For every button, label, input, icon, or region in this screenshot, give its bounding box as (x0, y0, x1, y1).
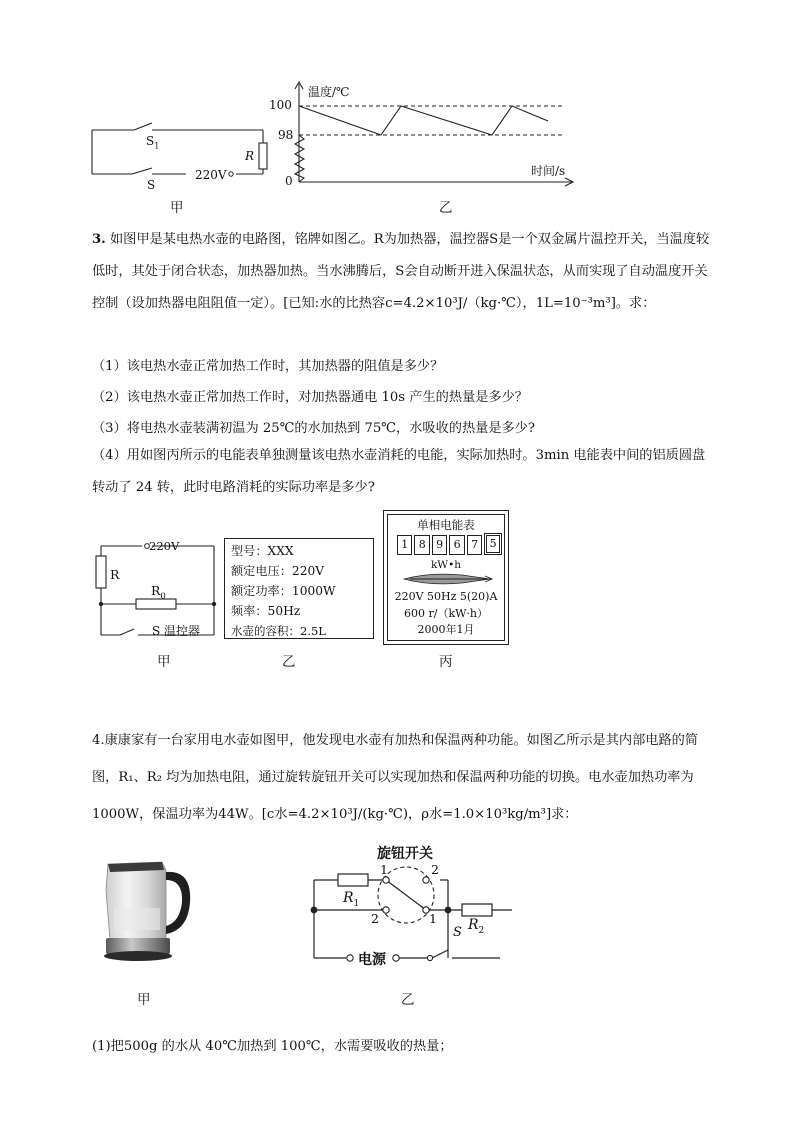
meter-spec-1: 220V 50Hz 5(20)A (394, 590, 498, 603)
graph-x-axis-label: 时间/s (531, 164, 566, 178)
nameplate-rated-power: 额定功率：1000W (231, 584, 336, 598)
q4-intro: 4.康康家有一台家用电水壶如图甲，他发现电水壶有加热和保温两种功能。如图乙所示是其内部电路的简图，R₁、R₂ 均为加热电阻，通过旋转旋钮开关可以实现加热和保温两种功能的切换。电水壶加热功率为1000W，保温功率为44W。[c水=4.2×10³J/(kg·℃)，ρ水=1.0×10³kg/m³]求： (92, 733, 699, 822)
meter-caption: 丙 (439, 654, 453, 670)
top-voltage-label: 220V (195, 168, 227, 182)
electric-kettle-image (100, 850, 200, 970)
meter-decimal-digit: 5 (486, 535, 500, 553)
knob-pos-1-bottom: 1 (429, 911, 437, 926)
meter-date: 2000年1月 (417, 623, 475, 636)
q3-switch-label: S 温控器 (152, 624, 201, 638)
meter-digit-register (397, 535, 500, 555)
q3-r0-label: $R_0$ (151, 583, 166, 602)
meter-digit: 1 (397, 535, 412, 555)
meter-spec-2: 600 r/（kW·h） (403, 607, 488, 620)
q3-sub3: （3）将电热水壶装满初温为 25℃的水加热到 75℃，水吸收的热量是多少? (92, 421, 535, 436)
q4-r1-label: $R_1$ (343, 890, 360, 909)
q3-sub2: （2）该电热水壶正常加热工作时，对加热器通电 10s 产生的热量是多少？ (92, 390, 528, 405)
meter-digit: 8 (414, 535, 429, 555)
nameplate-rated-voltage: 额定电压：220V (231, 564, 325, 578)
meter-digit: 7 (467, 535, 482, 555)
q3-voltage-label: 220V (149, 539, 180, 553)
nameplate-model: 型号：XXX (231, 544, 294, 558)
graph-y-tick-100: 100 (269, 98, 292, 112)
q3-intro-text: 如图甲是某电热水壶的电路图，铭牌如图乙。R为加热器，温控器S是一个双金属片温控开关，当温度较低时，其处于闭合状态，加热器加热。当水沸腾后，S会自动断开进入保温状态，从而实现了自动温度开关控制（设加热器电阻阻值一定）。[已知:水的比热容c=4.2×10³J/（kg·℃），1L=10⁻³m³]。求： (92, 232, 710, 311)
q3-r-label: R (110, 567, 120, 582)
nameplate-caption: 乙 (282, 654, 296, 670)
top-s1-label: $S_1$ (146, 134, 160, 151)
knob-switch-title: 旋钮开关 (377, 846, 433, 862)
q4-circuit-caption: 乙 (401, 992, 415, 1008)
meter-digit: 6 (449, 535, 464, 555)
graph-y-tick-98: 98 (278, 128, 294, 142)
meter-disc-icon (400, 571, 496, 587)
meter-title: 单相电能表 (417, 518, 475, 532)
knob-pos-2-top: 2 (431, 862, 439, 877)
q3-sub1: （1）该电热水壶正常加热工作时，其加热器的阻值是多少？ (92, 359, 444, 374)
kettle-caption: 甲 (137, 992, 151, 1008)
q3-number: 3. (92, 232, 106, 247)
graph-caption: 乙 (439, 200, 453, 216)
meter-digit: 9 (432, 535, 447, 555)
power-source-label: 电源 (358, 952, 386, 968)
meter-unit: kW•h (430, 559, 462, 571)
q4-r2-label: $R_2$ (468, 917, 485, 936)
graph-y-tick-0: 0 (285, 174, 293, 188)
q3-circuit-caption: 甲 (157, 654, 171, 670)
top-r-label: R (245, 149, 255, 163)
top-s-label: S (147, 178, 156, 192)
knob-pos-1-top: 1 (380, 862, 388, 877)
q3-sub4: （4）用如图丙所示的电能表单独测量该电热水壶消耗的电能，实际加热时。3min 电能表中间的铝质圆盘转动了 24 转，此时电路消耗的实际功率是多少? (92, 448, 706, 495)
nameplate-capacity: 水壶的容积：2.5L (231, 624, 326, 638)
temperature-curve (295, 106, 548, 182)
top-circuit-caption: 甲 (170, 200, 184, 216)
knob-pos-2-bottom: 2 (371, 911, 379, 926)
q4-sub1: (1)把500g 的水从 40℃加热到 100℃，水需要吸收的热量； (92, 1039, 453, 1054)
nameplate-frequency: 频率：50Hz (231, 604, 301, 618)
q3-intro (92, 224, 712, 320)
q4-s-label: S (453, 925, 462, 940)
kettle-nameplate (224, 538, 374, 639)
graph-y-axis-label: 温度/℃ (308, 85, 350, 99)
